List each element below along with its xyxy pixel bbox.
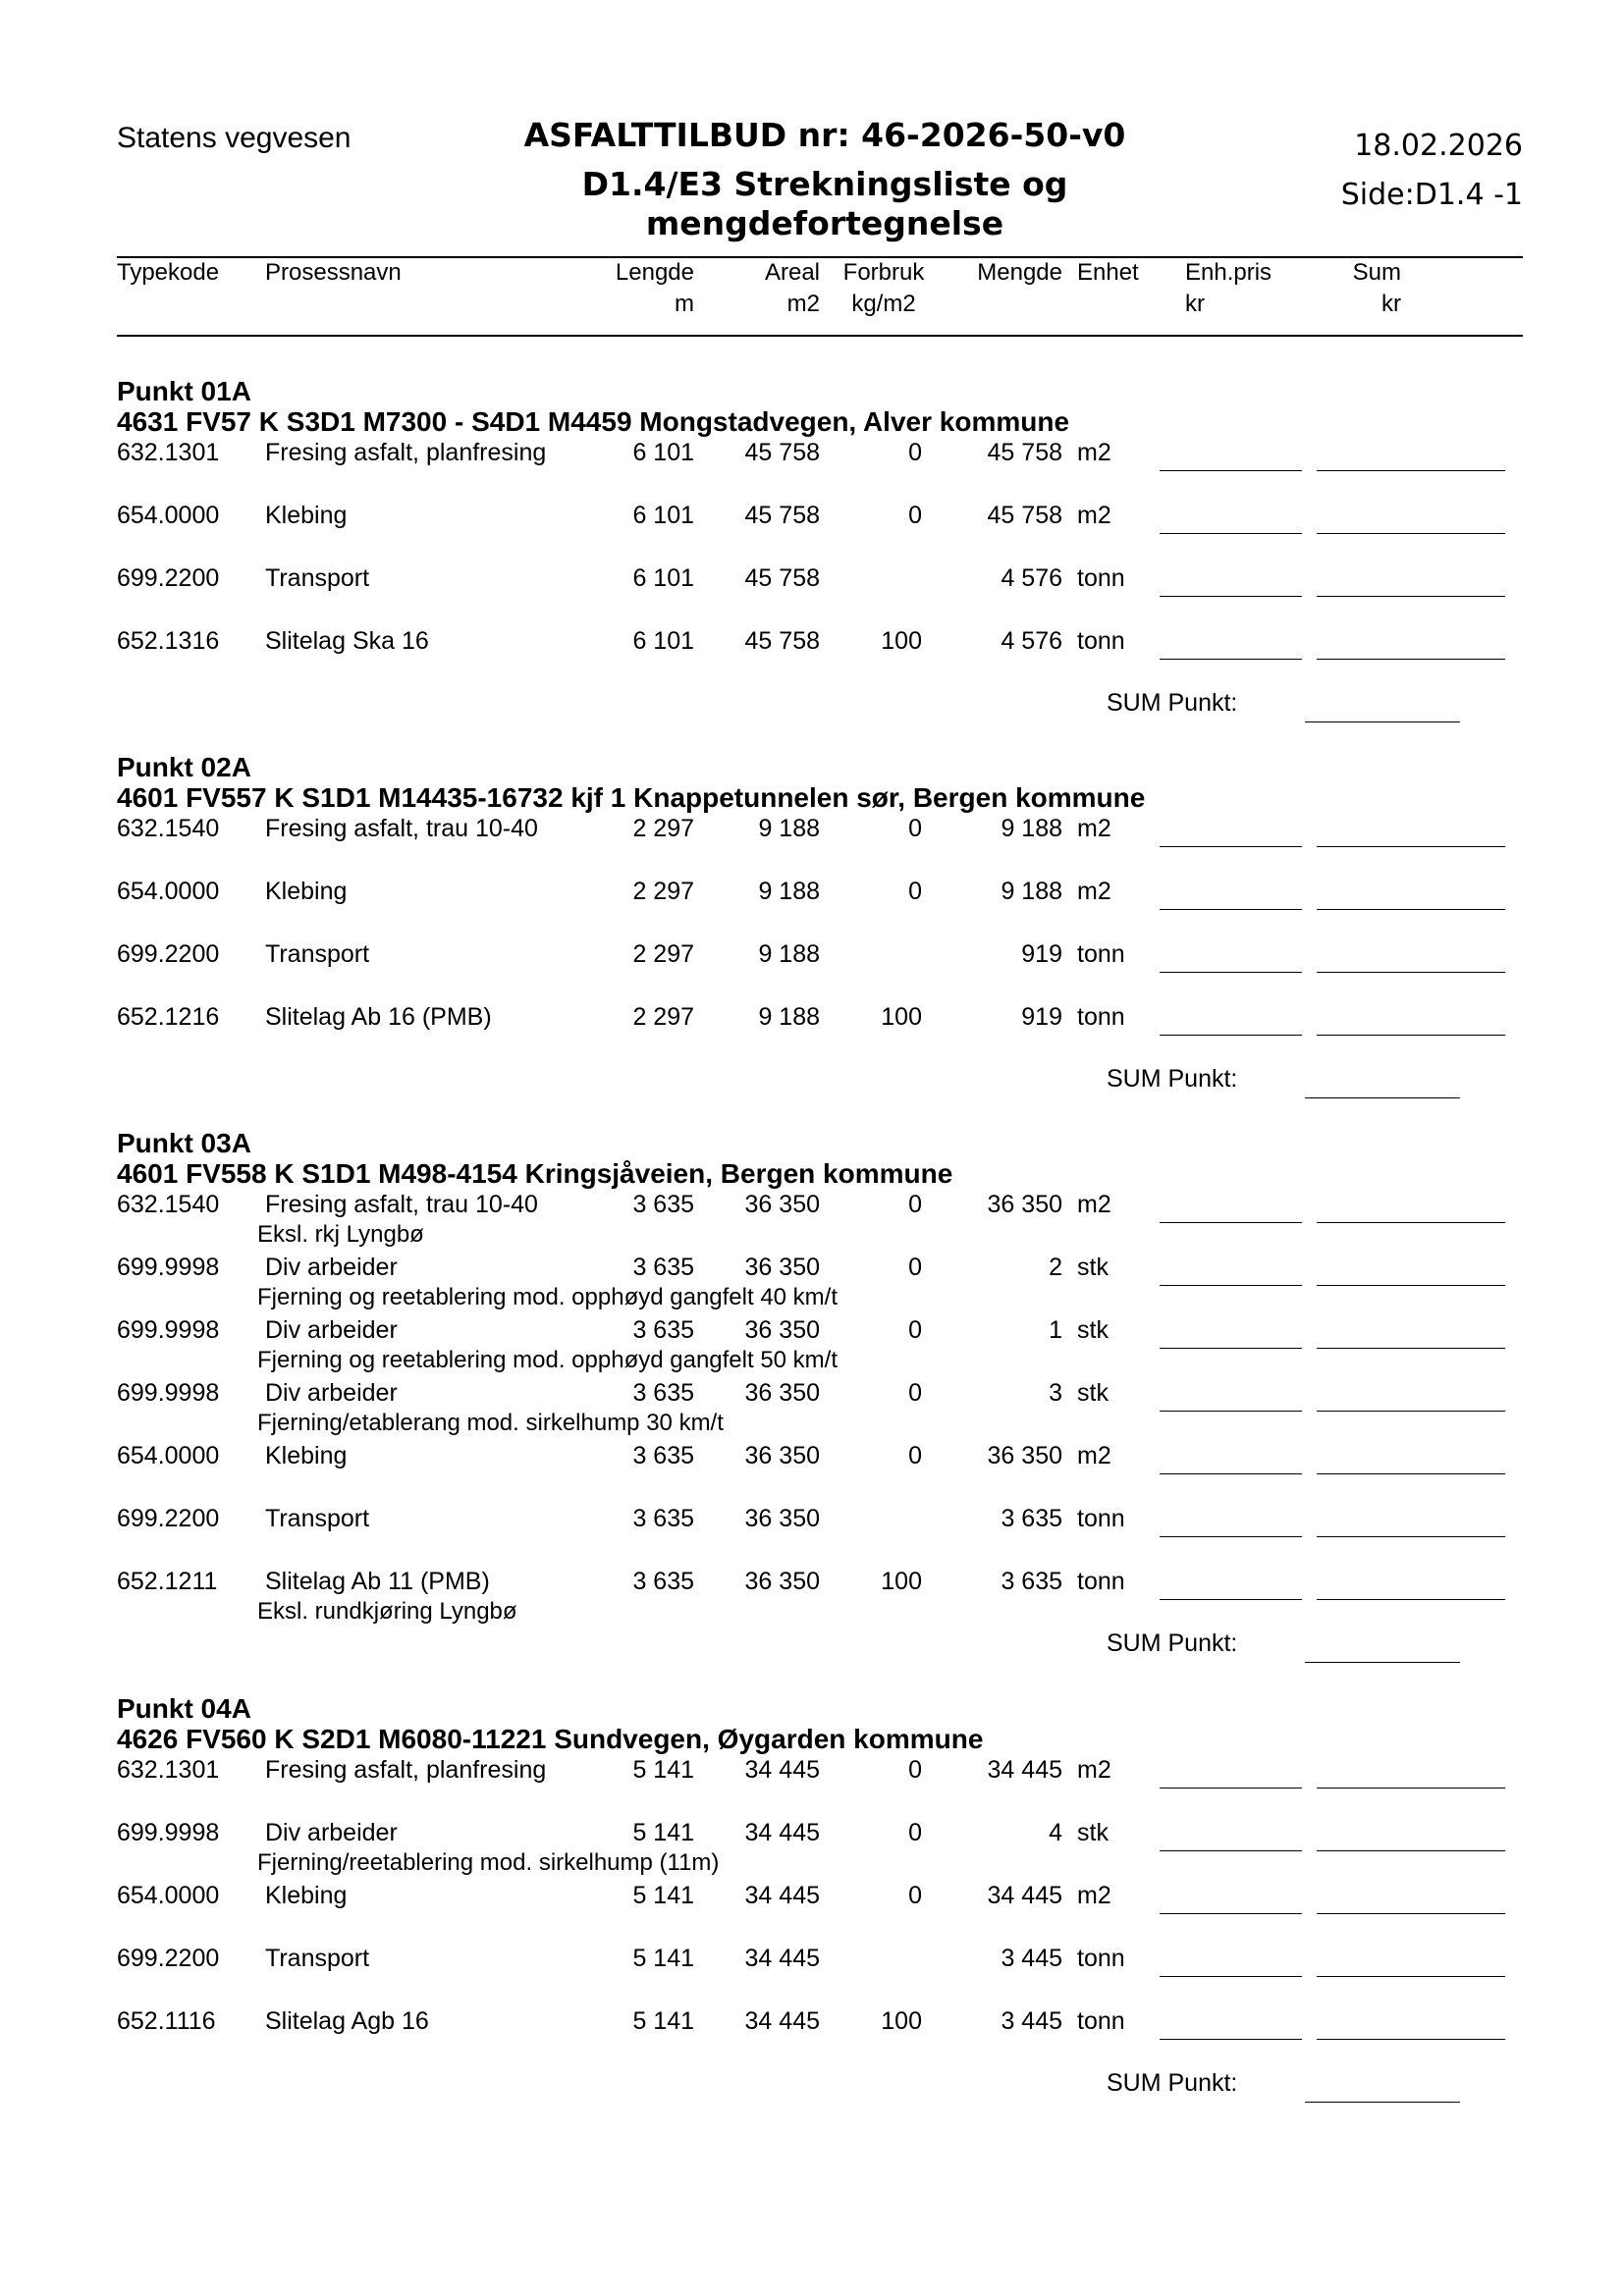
- row-typekode: 699.9998: [117, 1379, 220, 1407]
- header-meta: [1341, 122, 1523, 220]
- row-lengde: 2 297: [632, 815, 694, 842]
- col-header-lengde-label: Lengde: [615, 259, 694, 286]
- row-note: Fjerning og reetablering mod. opphøyd gangfelt 50 km/t: [257, 1347, 839, 1373]
- row-mengde: 4 576: [1001, 564, 1062, 592]
- row-enhet: m2: [1077, 878, 1111, 905]
- row-prosessnavn: Klebing: [265, 1442, 348, 1469]
- row-typekode: 699.2200: [117, 564, 220, 592]
- row-typekode: 652.1216: [117, 1003, 220, 1031]
- row-areal: 9 188: [758, 1003, 820, 1031]
- document-title-block: [511, 116, 1139, 243]
- row-lengde: 5 141: [632, 1819, 694, 1846]
- row-typekode: 632.1301: [117, 439, 220, 466]
- organization-name: Statens vegvesen: [117, 122, 352, 154]
- unit-price-blank[interactable]: [1160, 1411, 1302, 1412]
- sum-blank[interactable]: [1317, 2039, 1505, 2040]
- col-header-sum-label: Sum: [1352, 259, 1401, 286]
- row-forbruk: 0: [908, 1379, 922, 1407]
- row-enhet: m2: [1077, 1756, 1111, 1784]
- row-areal: 36 350: [744, 1191, 820, 1218]
- col-header-enhpris-unit: kr: [1185, 291, 1205, 317]
- row-forbruk: 0: [908, 502, 922, 529]
- sum-punkt-blank[interactable]: [1305, 1097, 1460, 1098]
- col-header-sum: [1335, 257, 1401, 320]
- section-punkt: Punkt 04A: [117, 1693, 251, 1724]
- row-mengde: 34 445: [987, 1882, 1062, 1909]
- sum-blank[interactable]: [1317, 1850, 1505, 1851]
- row-note: Fjerning/etablerang mod. sirkelhump 30 km/t: [257, 1410, 724, 1436]
- row-typekode: 699.9998: [117, 1819, 220, 1846]
- row-typekode: 699.2200: [117, 1505, 220, 1532]
- row-areal: 36 350: [744, 1316, 820, 1344]
- section-punkt: Punkt 01A: [117, 376, 251, 406]
- row-prosessnavn: Div arbeider: [265, 1819, 398, 1846]
- row-enhet: tonn: [1077, 564, 1125, 592]
- row-typekode: 654.0000: [117, 502, 220, 529]
- row-enhet: stk: [1077, 1254, 1109, 1281]
- row-typekode: 654.0000: [117, 1442, 220, 1469]
- row-lengde: 3 635: [632, 1316, 694, 1344]
- col-header-areal-unit: m2: [786, 291, 820, 317]
- row-mengde: 4 576: [1001, 627, 1062, 655]
- row-areal: 45 758: [744, 564, 820, 592]
- col-header-forbruk-label: Forbruk: [842, 259, 925, 286]
- row-prosessnavn: Div arbeider: [265, 1254, 398, 1281]
- col-header-sum-unit: kr: [1381, 291, 1401, 317]
- row-mengde: 9 188: [1001, 815, 1062, 842]
- sum-blank[interactable]: [1317, 1035, 1505, 1036]
- row-typekode: 654.0000: [117, 878, 220, 905]
- row-lengde: 3 635: [632, 1379, 694, 1407]
- row-areal: 36 350: [744, 1568, 820, 1595]
- row-enhet: stk: [1077, 1819, 1109, 1846]
- row-forbruk: 100: [881, 1003, 922, 1031]
- sum-blank[interactable]: [1317, 596, 1505, 597]
- document-subtitle-line2: mengdefortegnelse: [645, 204, 1004, 242]
- unit-price-blank[interactable]: [1160, 1599, 1302, 1600]
- row-areal: 34 445: [744, 1756, 820, 1784]
- row-lengde: 3 635: [632, 1568, 694, 1595]
- row-forbruk: 0: [908, 439, 922, 466]
- row-enhet: tonn: [1077, 1003, 1125, 1031]
- sum-blank[interactable]: [1317, 909, 1505, 910]
- row-note: Fjerning/reetablering mod. sirkelhump (11m): [257, 1849, 720, 1876]
- row-areal: 36 350: [744, 1442, 820, 1469]
- row-enhet: tonn: [1077, 627, 1125, 655]
- row-typekode: 632.1301: [117, 1756, 220, 1784]
- row-forbruk: 100: [881, 1568, 922, 1595]
- unit-price-blank[interactable]: [1160, 972, 1302, 973]
- row-prosessnavn: Klebing: [265, 878, 348, 905]
- sum-blank[interactable]: [1317, 1222, 1505, 1223]
- col-header-enhpris-label: Enh.pris: [1185, 259, 1272, 286]
- row-typekode: 654.0000: [117, 1882, 220, 1909]
- row-mengde: 919: [1021, 1003, 1062, 1031]
- row-prosessnavn: Fresing asfalt, planfresing: [265, 1756, 547, 1784]
- row-enhet: m2: [1077, 1191, 1111, 1218]
- sum-blank[interactable]: [1317, 1913, 1505, 1914]
- row-areal: 34 445: [744, 1945, 820, 1972]
- row-lengde: 6 101: [632, 564, 694, 592]
- col-header-areal-label: Areal: [764, 259, 820, 286]
- row-note: Fjerning og reetablering mod. opphøyd gangfelt 40 km/t: [257, 1284, 839, 1310]
- sum-blank[interactable]: [1317, 1285, 1505, 1286]
- unit-price-blank[interactable]: [1160, 1473, 1302, 1474]
- row-enhet: tonn: [1077, 1505, 1125, 1532]
- row-mengde: 4: [1049, 1819, 1062, 1846]
- row-forbruk: 0: [908, 1442, 922, 1469]
- row-areal: 34 445: [744, 1882, 820, 1909]
- row-areal: 45 758: [744, 627, 820, 655]
- row-prosessnavn: Slitelag Ab 16 (PMB): [265, 1003, 492, 1031]
- row-typekode: 699.9998: [117, 1254, 220, 1281]
- sum-blank[interactable]: [1317, 1976, 1505, 1977]
- document-title: ASFALTTILBUD nr: 46-2026-50-v0: [523, 116, 1126, 154]
- unit-price-blank[interactable]: [1160, 1348, 1302, 1349]
- row-lengde: 5 141: [632, 1882, 694, 1909]
- sum-blank[interactable]: [1317, 972, 1505, 973]
- row-mengde: 34 445: [987, 1756, 1062, 1784]
- row-enhet: m2: [1077, 439, 1111, 466]
- row-note: Eksl. rundkjøring Lyngbø: [257, 1598, 517, 1625]
- row-mengde: 45 758: [987, 502, 1062, 529]
- row-forbruk: 100: [881, 2007, 922, 2035]
- row-areal: 36 350: [744, 1379, 820, 1407]
- row-enhet: stk: [1077, 1379, 1109, 1407]
- row-areal: 9 188: [758, 940, 820, 968]
- col-header-forbruk: [835, 257, 933, 320]
- sum-blank[interactable]: [1317, 1536, 1505, 1537]
- row-enhet: m2: [1077, 815, 1111, 842]
- section-punkt: Punkt 03A: [117, 1128, 251, 1158]
- section-punkt: Punkt 02A: [117, 752, 251, 782]
- sum-punkt-blank[interactable]: [1305, 2102, 1460, 2103]
- document-date: 18.02.2026: [1354, 129, 1523, 163]
- row-forbruk: 0: [908, 1819, 922, 1846]
- row-enhet: tonn: [1077, 1945, 1125, 1972]
- row-typekode: 699.2200: [117, 1945, 220, 1972]
- row-mengde: 3 445: [1001, 2007, 1062, 2035]
- row-forbruk: 0: [908, 1316, 922, 1344]
- sum-punkt-blank[interactable]: [1305, 721, 1460, 722]
- row-prosessnavn: Klebing: [265, 1882, 348, 1909]
- sum-blank[interactable]: [1317, 470, 1505, 471]
- row-prosessnavn: Fresing asfalt, trau 10-40: [265, 815, 538, 842]
- page-number: Side:D1.4 -1: [1340, 178, 1523, 212]
- unit-price-blank[interactable]: [1160, 1222, 1302, 1223]
- row-mengde: 3: [1049, 1379, 1062, 1407]
- row-lengde: 5 141: [632, 1756, 694, 1784]
- sum-blank[interactable]: [1317, 846, 1505, 847]
- row-forbruk: 100: [881, 627, 922, 655]
- col-header-areal: [717, 257, 820, 320]
- row-mengde: 36 350: [987, 1442, 1062, 1469]
- sum-blank[interactable]: [1317, 659, 1505, 660]
- row-prosessnavn: Transport: [265, 940, 370, 968]
- row-mengde: 3 635: [1001, 1568, 1062, 1595]
- row-lengde: 3 635: [632, 1191, 694, 1218]
- col-header-forbruk-unit: kg/m2: [851, 291, 916, 317]
- unit-price-blank[interactable]: [1160, 596, 1302, 597]
- row-mengde: 1: [1049, 1316, 1062, 1344]
- unit-price-blank[interactable]: [1160, 1976, 1302, 1977]
- row-areal: 9 188: [758, 878, 820, 905]
- row-typekode: 632.1540: [117, 815, 220, 842]
- row-typekode: 632.1540: [117, 1191, 220, 1218]
- row-typekode: 699.9998: [117, 1316, 220, 1344]
- row-lengde: 2 297: [632, 878, 694, 905]
- sum-blank[interactable]: [1317, 533, 1505, 534]
- row-mengde: 3 635: [1001, 1505, 1062, 1532]
- section-road: 4631 FV57 K S3D1 M7300 - S4D1 M4459 Mongstadvegen, Alver kommune: [117, 406, 1070, 437]
- unit-price-blank[interactable]: [1160, 909, 1302, 910]
- row-mengde: 9 188: [1001, 878, 1062, 905]
- sum-punkt-label: SUM Punkt:: [1107, 2069, 1238, 2097]
- section-road: 4601 FV558 K S1D1 M498-4154 Kringsjåveien, Bergen kommune: [117, 1158, 953, 1189]
- row-prosessnavn: Slitelag Agb 16: [265, 2007, 429, 2035]
- unit-price-blank[interactable]: [1160, 1850, 1302, 1851]
- row-lengde: 3 635: [632, 1442, 694, 1469]
- sum-blank[interactable]: [1317, 1788, 1505, 1789]
- row-enhet: m2: [1077, 1442, 1111, 1469]
- col-header-lengde: [589, 257, 694, 320]
- row-prosessnavn: Transport: [265, 564, 370, 592]
- row-lengde: 5 141: [632, 1945, 694, 1972]
- row-mengde: 45 758: [987, 439, 1062, 466]
- sum-punkt-label: SUM Punkt:: [1107, 689, 1238, 717]
- row-lengde: 6 101: [632, 502, 694, 529]
- sum-blank[interactable]: [1317, 1348, 1505, 1349]
- row-enhet: tonn: [1077, 1568, 1125, 1595]
- row-prosessnavn: Transport: [265, 1945, 370, 1972]
- row-prosessnavn: Fresing asfalt, trau 10-40: [265, 1191, 538, 1218]
- unit-price-blank[interactable]: [1160, 2039, 1302, 2040]
- row-forbruk: 0: [908, 1191, 922, 1218]
- row-typekode: 652.1211: [117, 1568, 218, 1595]
- col-header-lengde-unit: m: [675, 291, 694, 317]
- sum-punkt-label: SUM Punkt:: [1107, 1065, 1238, 1093]
- row-typekode: 652.1116: [117, 2007, 216, 2035]
- row-forbruk: 0: [908, 878, 922, 905]
- unit-price-blank[interactable]: [1160, 1788, 1302, 1789]
- row-enhet: stk: [1077, 1316, 1109, 1344]
- row-enhet: tonn: [1077, 940, 1125, 968]
- row-enhet: tonn: [1077, 2007, 1125, 2035]
- sum-blank[interactable]: [1317, 1473, 1505, 1474]
- row-lengde: 3 635: [632, 1254, 694, 1281]
- row-prosessnavn: Slitelag Ska 16: [265, 627, 429, 655]
- unit-price-blank[interactable]: [1160, 533, 1302, 534]
- unit-price-blank[interactable]: [1160, 659, 1302, 660]
- row-areal: 9 188: [758, 815, 820, 842]
- unit-price-blank[interactable]: [1160, 1285, 1302, 1286]
- row-prosessnavn: Slitelag Ab 11 (PMB): [265, 1568, 490, 1595]
- row-forbruk: 0: [908, 1254, 922, 1281]
- row-forbruk: 0: [908, 1882, 922, 1909]
- row-enhet: m2: [1077, 502, 1111, 529]
- unit-price-blank[interactable]: [1160, 1913, 1302, 1914]
- section-road: 4601 FV557 K S1D1 M14435-16732 kjf 1 Knappetunnelen sør, Bergen kommune: [117, 782, 1146, 813]
- row-enhet: m2: [1077, 1882, 1111, 1909]
- document-subtitle-line1: D1.4/E3 Strekningsliste og: [581, 165, 1068, 203]
- row-mengde: 2: [1049, 1254, 1062, 1281]
- sum-punkt-label: SUM Punkt:: [1107, 1629, 1238, 1657]
- sum-blank[interactable]: [1317, 1599, 1505, 1600]
- sum-blank[interactable]: [1317, 1411, 1505, 1412]
- col-header-typekode: Typekode: [117, 259, 220, 286]
- row-areal: 34 445: [744, 1819, 820, 1846]
- row-areal: 36 350: [744, 1254, 820, 1281]
- row-prosessnavn: Transport: [265, 1505, 370, 1532]
- row-typekode: 699.2200: [117, 940, 220, 968]
- row-areal: 34 445: [744, 2007, 820, 2035]
- row-forbruk: 0: [908, 815, 922, 842]
- row-mengde: 919: [1021, 940, 1062, 968]
- col-header-enhet: Enhet: [1077, 259, 1139, 286]
- unit-price-blank[interactable]: [1160, 846, 1302, 847]
- header-rule-bottom: [117, 335, 1523, 337]
- row-prosessnavn: Div arbeider: [265, 1379, 398, 1407]
- sum-punkt-blank[interactable]: [1305, 1662, 1460, 1663]
- section-road: 4626 FV560 K S2D1 M6080-11221 Sundvegen, Øygarden kommune: [117, 1724, 984, 1754]
- row-lengde: 2 297: [632, 940, 694, 968]
- row-prosessnavn: Div arbeider: [265, 1316, 398, 1344]
- row-areal: 36 350: [744, 1505, 820, 1532]
- row-forbruk: 0: [908, 1756, 922, 1784]
- unit-price-blank[interactable]: [1160, 470, 1302, 471]
- row-lengde: 6 101: [632, 627, 694, 655]
- unit-price-blank[interactable]: [1160, 1536, 1302, 1537]
- row-lengde: 5 141: [632, 2007, 694, 2035]
- col-header-prosessnavn: Prosessnavn: [265, 259, 402, 286]
- row-note: Eksl. rkj Lyngbø: [257, 1221, 424, 1248]
- row-lengde: 6 101: [632, 439, 694, 466]
- unit-price-blank[interactable]: [1160, 1035, 1302, 1036]
- col-header-enhpris: [1185, 257, 1272, 320]
- row-typekode: 652.1316: [117, 627, 220, 655]
- row-mengde: 36 350: [987, 1191, 1062, 1218]
- col-header-mengde: Mengde: [977, 259, 1062, 286]
- row-areal: 45 758: [744, 439, 820, 466]
- row-lengde: 2 297: [632, 1003, 694, 1031]
- row-prosessnavn: Fresing asfalt, planfresing: [265, 439, 547, 466]
- row-areal: 45 758: [744, 502, 820, 529]
- row-mengde: 3 445: [1001, 1945, 1062, 1972]
- row-prosessnavn: Klebing: [265, 502, 348, 529]
- row-lengde: 3 635: [632, 1505, 694, 1532]
